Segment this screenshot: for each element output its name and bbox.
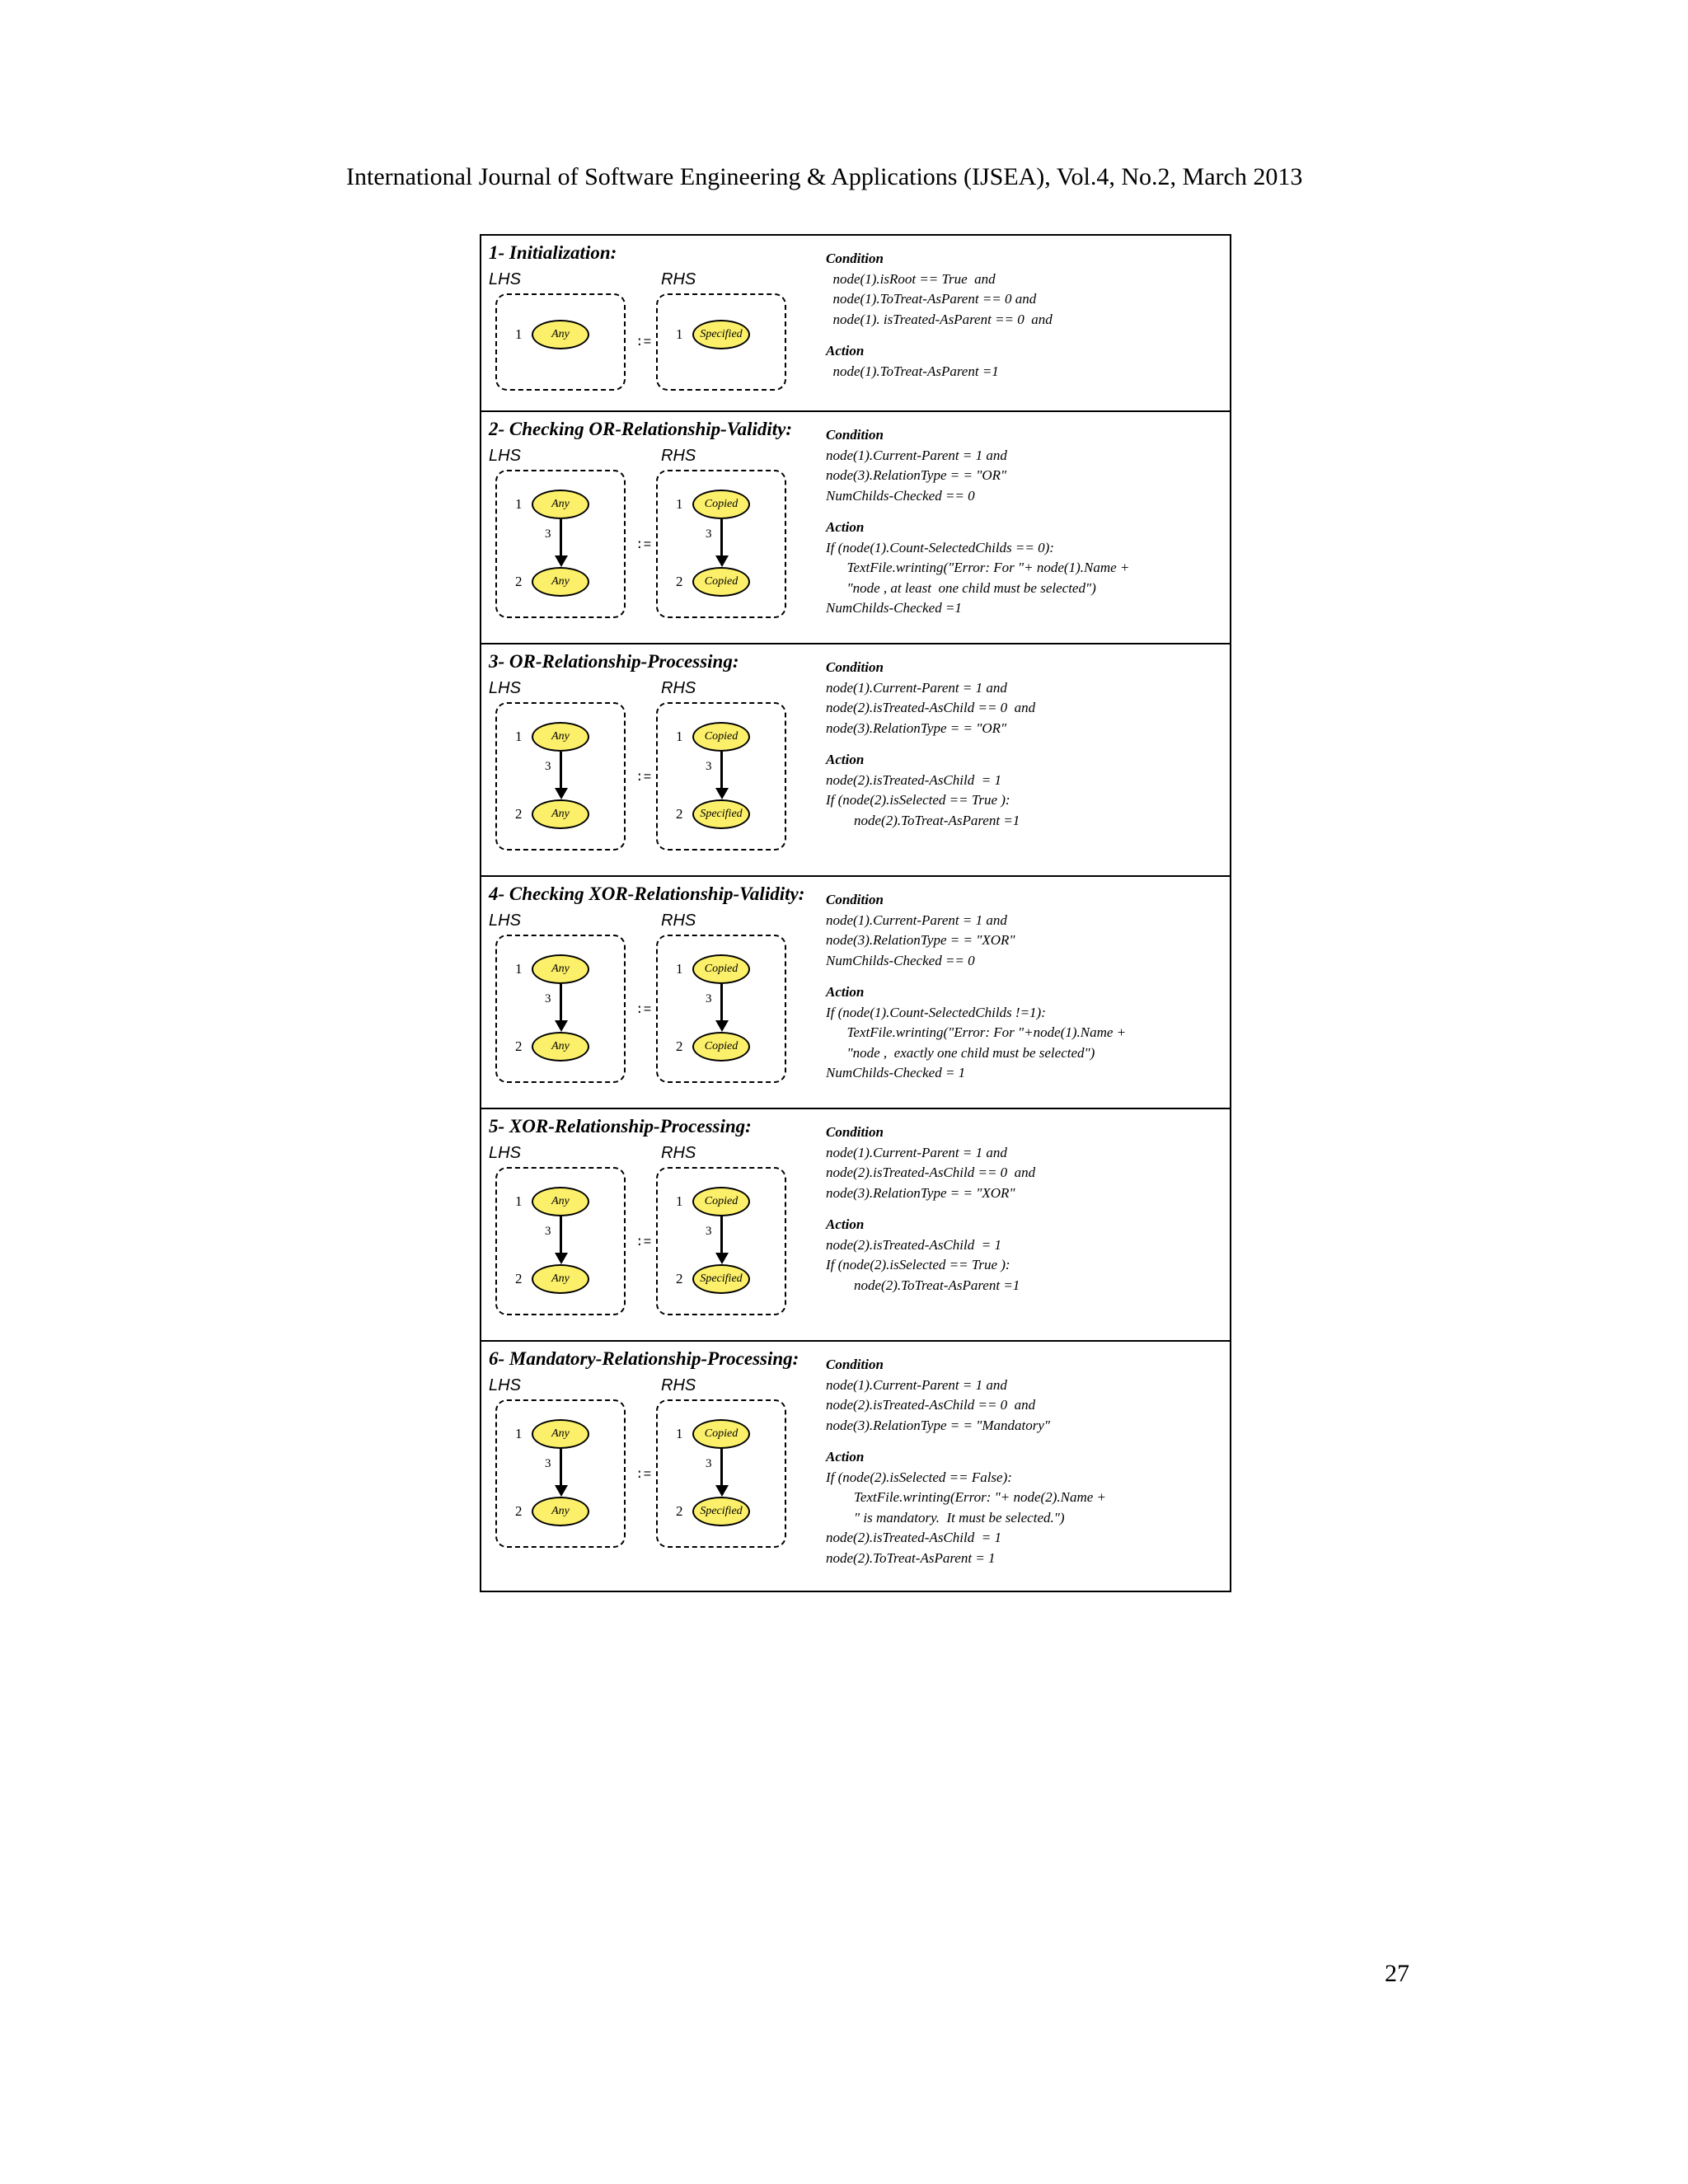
rule-panel-6 [481, 1342, 1230, 1591]
condition-action-block [826, 1122, 1221, 1296]
lhs-pattern [495, 470, 626, 618]
rhs-pattern [656, 1399, 786, 1548]
edge-arrow-head [555, 555, 568, 567]
action-line: NumChilds-Checked = 1 [826, 1065, 966, 1080]
node-1-number: 1 [676, 326, 683, 342]
node-2-ellipse: Any [532, 567, 589, 597]
rhs-pattern [656, 293, 786, 391]
edge-label: 3 [545, 1457, 551, 1470]
action-keyword: Action [826, 984, 865, 1000]
condition-line: NumChilds-Checked == 0 [826, 487, 975, 504]
action-line: TextFile.wrinting("Error: For "+ node(1).Name + [826, 560, 1130, 575]
graph-grammar-rules-figure [480, 234, 1231, 1592]
edge-arrow-head [715, 788, 729, 799]
condition-action-block [826, 425, 1221, 619]
node-2-ellipse: Any [532, 1497, 589, 1526]
action-line: If (node(1).Count-SelectedChilds !=1): [826, 1004, 1046, 1020]
edge-arrow-head [555, 1253, 568, 1264]
edge-label: 3 [545, 527, 551, 541]
action-line: node(2).ToTreat-AsParent = 1 [826, 1549, 996, 1566]
edge-arrow-line [720, 519, 723, 557]
edge-arrow-line [560, 984, 562, 1022]
rule-title: 3- OR-Relationship-Processing: [489, 651, 739, 672]
lhs-pattern [495, 702, 626, 851]
node-2-number: 2 [676, 1271, 683, 1286]
lhs-label: LHS [489, 270, 521, 288]
spacer [826, 1436, 1221, 1447]
action-keyword: Action [826, 1216, 865, 1232]
condition-action-block [826, 658, 1221, 831]
node-2-number: 2 [676, 806, 683, 822]
rhs-label: RHS [661, 1144, 696, 1162]
condition-line: node(1). isTreated-AsParent == 0 and [826, 311, 1053, 327]
node-2-number: 2 [515, 1038, 523, 1054]
node-2-number: 2 [676, 574, 683, 589]
edge-arrow-line [560, 1449, 562, 1487]
edge-label: 3 [706, 1457, 712, 1470]
node-2-number: 2 [515, 1271, 523, 1286]
rule-panel-2 [481, 412, 1230, 644]
action-keyword: Action [826, 1449, 865, 1465]
action-keyword: Action [826, 343, 865, 359]
assign-operator: := [635, 1467, 652, 1482]
action-line: node(2).ToTreat-AsParent =1 [826, 1277, 1020, 1293]
node-1-ellipse: Any [532, 722, 589, 752]
rhs-label: RHS [661, 679, 696, 697]
condition-line: node(3).RelationType = = "OR" [826, 467, 1007, 483]
rule-panel-5 [481, 1109, 1230, 1342]
node-1-number: 1 [676, 496, 683, 512]
edge-label: 3 [706, 992, 712, 1005]
condition-line: node(1).Current-Parent = 1 and [826, 1144, 1007, 1160]
edge-label: 3 [706, 527, 712, 541]
node-1-ellipse: Copied [692, 1187, 750, 1216]
node-1-number: 1 [515, 326, 523, 342]
node-1-number: 1 [676, 1193, 683, 1209]
node-1-number: 1 [515, 729, 523, 744]
action-line: node(2).isTreated-AsChild = 1 [826, 1530, 1001, 1545]
condition-action-block [826, 1355, 1221, 1568]
node-2-number: 2 [515, 806, 523, 822]
edge-arrow-line [720, 1449, 723, 1487]
node-1-ellipse: Copied [692, 722, 750, 752]
lhs-pattern [495, 293, 626, 391]
edge-arrow-line [720, 752, 723, 790]
action-line: "node , exactly one child must be selected") [826, 1044, 1095, 1061]
action-line: node(2).ToTreat-AsParent =1 [826, 812, 1020, 828]
node-2-ellipse: Any [532, 799, 589, 829]
spacer [826, 1203, 1221, 1215]
action-line: If (node(2).isSelected == False): [826, 1469, 1012, 1485]
action-line: node(2).isTreated-AsChild = 1 [826, 1236, 1001, 1253]
edge-label: 3 [545, 992, 551, 1005]
node-2-ellipse: Copied [692, 1032, 750, 1062]
rhs-pattern [656, 935, 786, 1083]
edge-label: 3 [706, 760, 712, 773]
edge-label: 3 [545, 760, 551, 773]
lhs-label: LHS [489, 1376, 521, 1394]
node-2-ellipse: Any [532, 1032, 589, 1062]
condition-line: node(1).Current-Parent = 1 and [826, 912, 1007, 928]
edge-label: 3 [545, 1225, 551, 1238]
running-header: International Journal of Software Engineering & Applications (IJSEA), Vol.4, No.2, March 2013 [346, 163, 1303, 190]
spacer [826, 738, 1221, 750]
edge-arrow-line [720, 1216, 723, 1254]
lhs-pattern [495, 1167, 626, 1315]
rhs-label: RHS [661, 270, 696, 288]
node-1-number: 1 [676, 1426, 683, 1441]
condition-keyword: Condition [826, 251, 884, 266]
action-line: "node , at least one child must be selected") [826, 579, 1096, 596]
node-1-ellipse: Any [532, 954, 589, 984]
node-2-ellipse: Specified [692, 1497, 750, 1526]
condition-line: node(1).Current-Parent = 1 and [826, 1376, 1007, 1393]
node-2-ellipse: Specified [692, 1264, 750, 1294]
node-2-number: 2 [515, 1503, 523, 1519]
action-line: node(1).ToTreat-AsParent =1 [826, 363, 999, 379]
edge-arrow-line [560, 519, 562, 557]
node-1-ellipse: Specified [692, 320, 750, 349]
assign-operator: := [635, 770, 652, 785]
edge-arrow-head [715, 555, 729, 567]
condition-line: NumChilds-Checked == 0 [826, 952, 975, 968]
condition-line: node(3).RelationType = = "XOR" [826, 1184, 1015, 1201]
lhs-pattern [495, 1399, 626, 1548]
condition-line: node(2).isTreated-AsChild == 0 and [826, 1165, 1036, 1180]
rule-panel-3 [481, 644, 1230, 877]
spacer [826, 330, 1221, 341]
lhs-pattern [495, 935, 626, 1083]
node-1-number: 1 [515, 496, 523, 512]
lhs-label: LHS [489, 912, 521, 930]
edge-arrow-line [560, 752, 562, 790]
action-line: TextFile.wrinting("Error: For "+node(1).Name + [826, 1024, 1127, 1040]
node-1-ellipse: Copied [692, 954, 750, 984]
lhs-label: LHS [489, 1144, 521, 1162]
condition-keyword: Condition [826, 427, 884, 443]
node-2-number: 2 [676, 1038, 683, 1054]
rhs-pattern [656, 1167, 786, 1315]
rule-title: 6- Mandatory-Relationship-Processing: [489, 1348, 799, 1369]
condition-line: node(2).isTreated-AsChild == 0 and [826, 1397, 1036, 1413]
action-line: If (node(1).Count-SelectedChilds == 0): [826, 539, 1054, 555]
spacer [826, 506, 1221, 518]
node-1-ellipse: Any [532, 490, 589, 519]
edge-arrow-head [555, 1485, 568, 1497]
action-line: If (node(2).isSelected == True ): [826, 792, 1010, 808]
rule-title: 1- Initialization: [489, 242, 617, 263]
node-2-number: 2 [515, 574, 523, 589]
lhs-label: LHS [489, 447, 521, 465]
rule-title: 4- Checking XOR-Relationship-Validity: [489, 883, 805, 904]
node-1-ellipse: Any [532, 1419, 589, 1449]
assign-operator: := [635, 335, 652, 349]
node-2-ellipse: Specified [692, 799, 750, 829]
assign-operator: := [635, 1002, 652, 1017]
edge-arrow-head [555, 788, 568, 799]
node-1-number: 1 [515, 961, 523, 977]
node-1-number: 1 [676, 961, 683, 977]
condition-keyword: Condition [826, 1124, 884, 1140]
action-keyword: Action [826, 519, 865, 535]
node-1-ellipse: Any [532, 320, 589, 349]
rhs-pattern [656, 470, 786, 618]
condition-line: node(1).Current-Parent = 1 and [826, 679, 1007, 696]
node-1-ellipse: Copied [692, 1419, 750, 1449]
node-2-ellipse: Copied [692, 567, 750, 597]
assign-operator: := [635, 537, 652, 552]
rule-title: 2- Checking OR-Relationship-Validity: [489, 419, 793, 439]
condition-line: node(1).ToTreat-AsParent == 0 and [826, 291, 1037, 307]
rhs-label: RHS [661, 1376, 696, 1394]
condition-line: node(3).RelationType = = "Mandatory" [826, 1417, 1051, 1433]
condition-line: node(1).isRoot == True and [826, 270, 996, 287]
edge-arrow-line [720, 984, 723, 1022]
action-line: If (node(2).isSelected == True ): [826, 1257, 1010, 1272]
node-1-number: 1 [515, 1193, 523, 1209]
lhs-label: LHS [489, 679, 521, 697]
node-1-number: 1 [676, 729, 683, 744]
node-1-ellipse: Any [532, 1187, 589, 1216]
rule-panel-4 [481, 877, 1230, 1109]
condition-line: node(2).isTreated-AsChild == 0 and [826, 700, 1036, 715]
node-2-ellipse: Any [532, 1264, 589, 1294]
node-2-number: 2 [676, 1503, 683, 1519]
action-keyword: Action [826, 752, 865, 767]
rule-panel-1 [481, 236, 1230, 412]
rhs-pattern [656, 702, 786, 851]
assign-operator: := [635, 1235, 652, 1249]
edge-arrow-line [560, 1216, 562, 1254]
spacer [826, 971, 1221, 982]
rule-title: 5- XOR-Relationship-Processing: [489, 1116, 752, 1137]
edge-arrow-head [555, 1020, 568, 1032]
condition-line: node(3).RelationType = = "OR" [826, 719, 1007, 736]
node-1-ellipse: Copied [692, 490, 750, 519]
edge-arrow-head [715, 1253, 729, 1264]
condition-action-block [826, 890, 1221, 1084]
action-line: TextFile.wrinting(Error: "+ node(2).Name + [826, 1489, 1106, 1505]
condition-line: node(3).RelationType = = "XOR" [826, 932, 1015, 948]
node-1-number: 1 [515, 1426, 523, 1441]
rhs-label: RHS [661, 912, 696, 930]
action-line: " is mandatory. It must be selected.") [826, 1509, 1065, 1526]
action-line: node(2).isTreated-AsChild = 1 [826, 771, 1001, 788]
condition-keyword: Condition [826, 659, 884, 675]
edge-arrow-head [715, 1485, 729, 1497]
action-line: NumChilds-Checked =1 [826, 600, 962, 616]
edge-label: 3 [706, 1225, 712, 1238]
rhs-label: RHS [661, 447, 696, 465]
condition-keyword: Condition [826, 1357, 884, 1372]
edge-arrow-head [715, 1020, 729, 1032]
condition-keyword: Condition [826, 892, 884, 907]
page-number: 27 [1385, 1960, 1409, 1987]
condition-line: node(1).Current-Parent = 1 and [826, 447, 1007, 463]
condition-action-block [826, 249, 1221, 382]
